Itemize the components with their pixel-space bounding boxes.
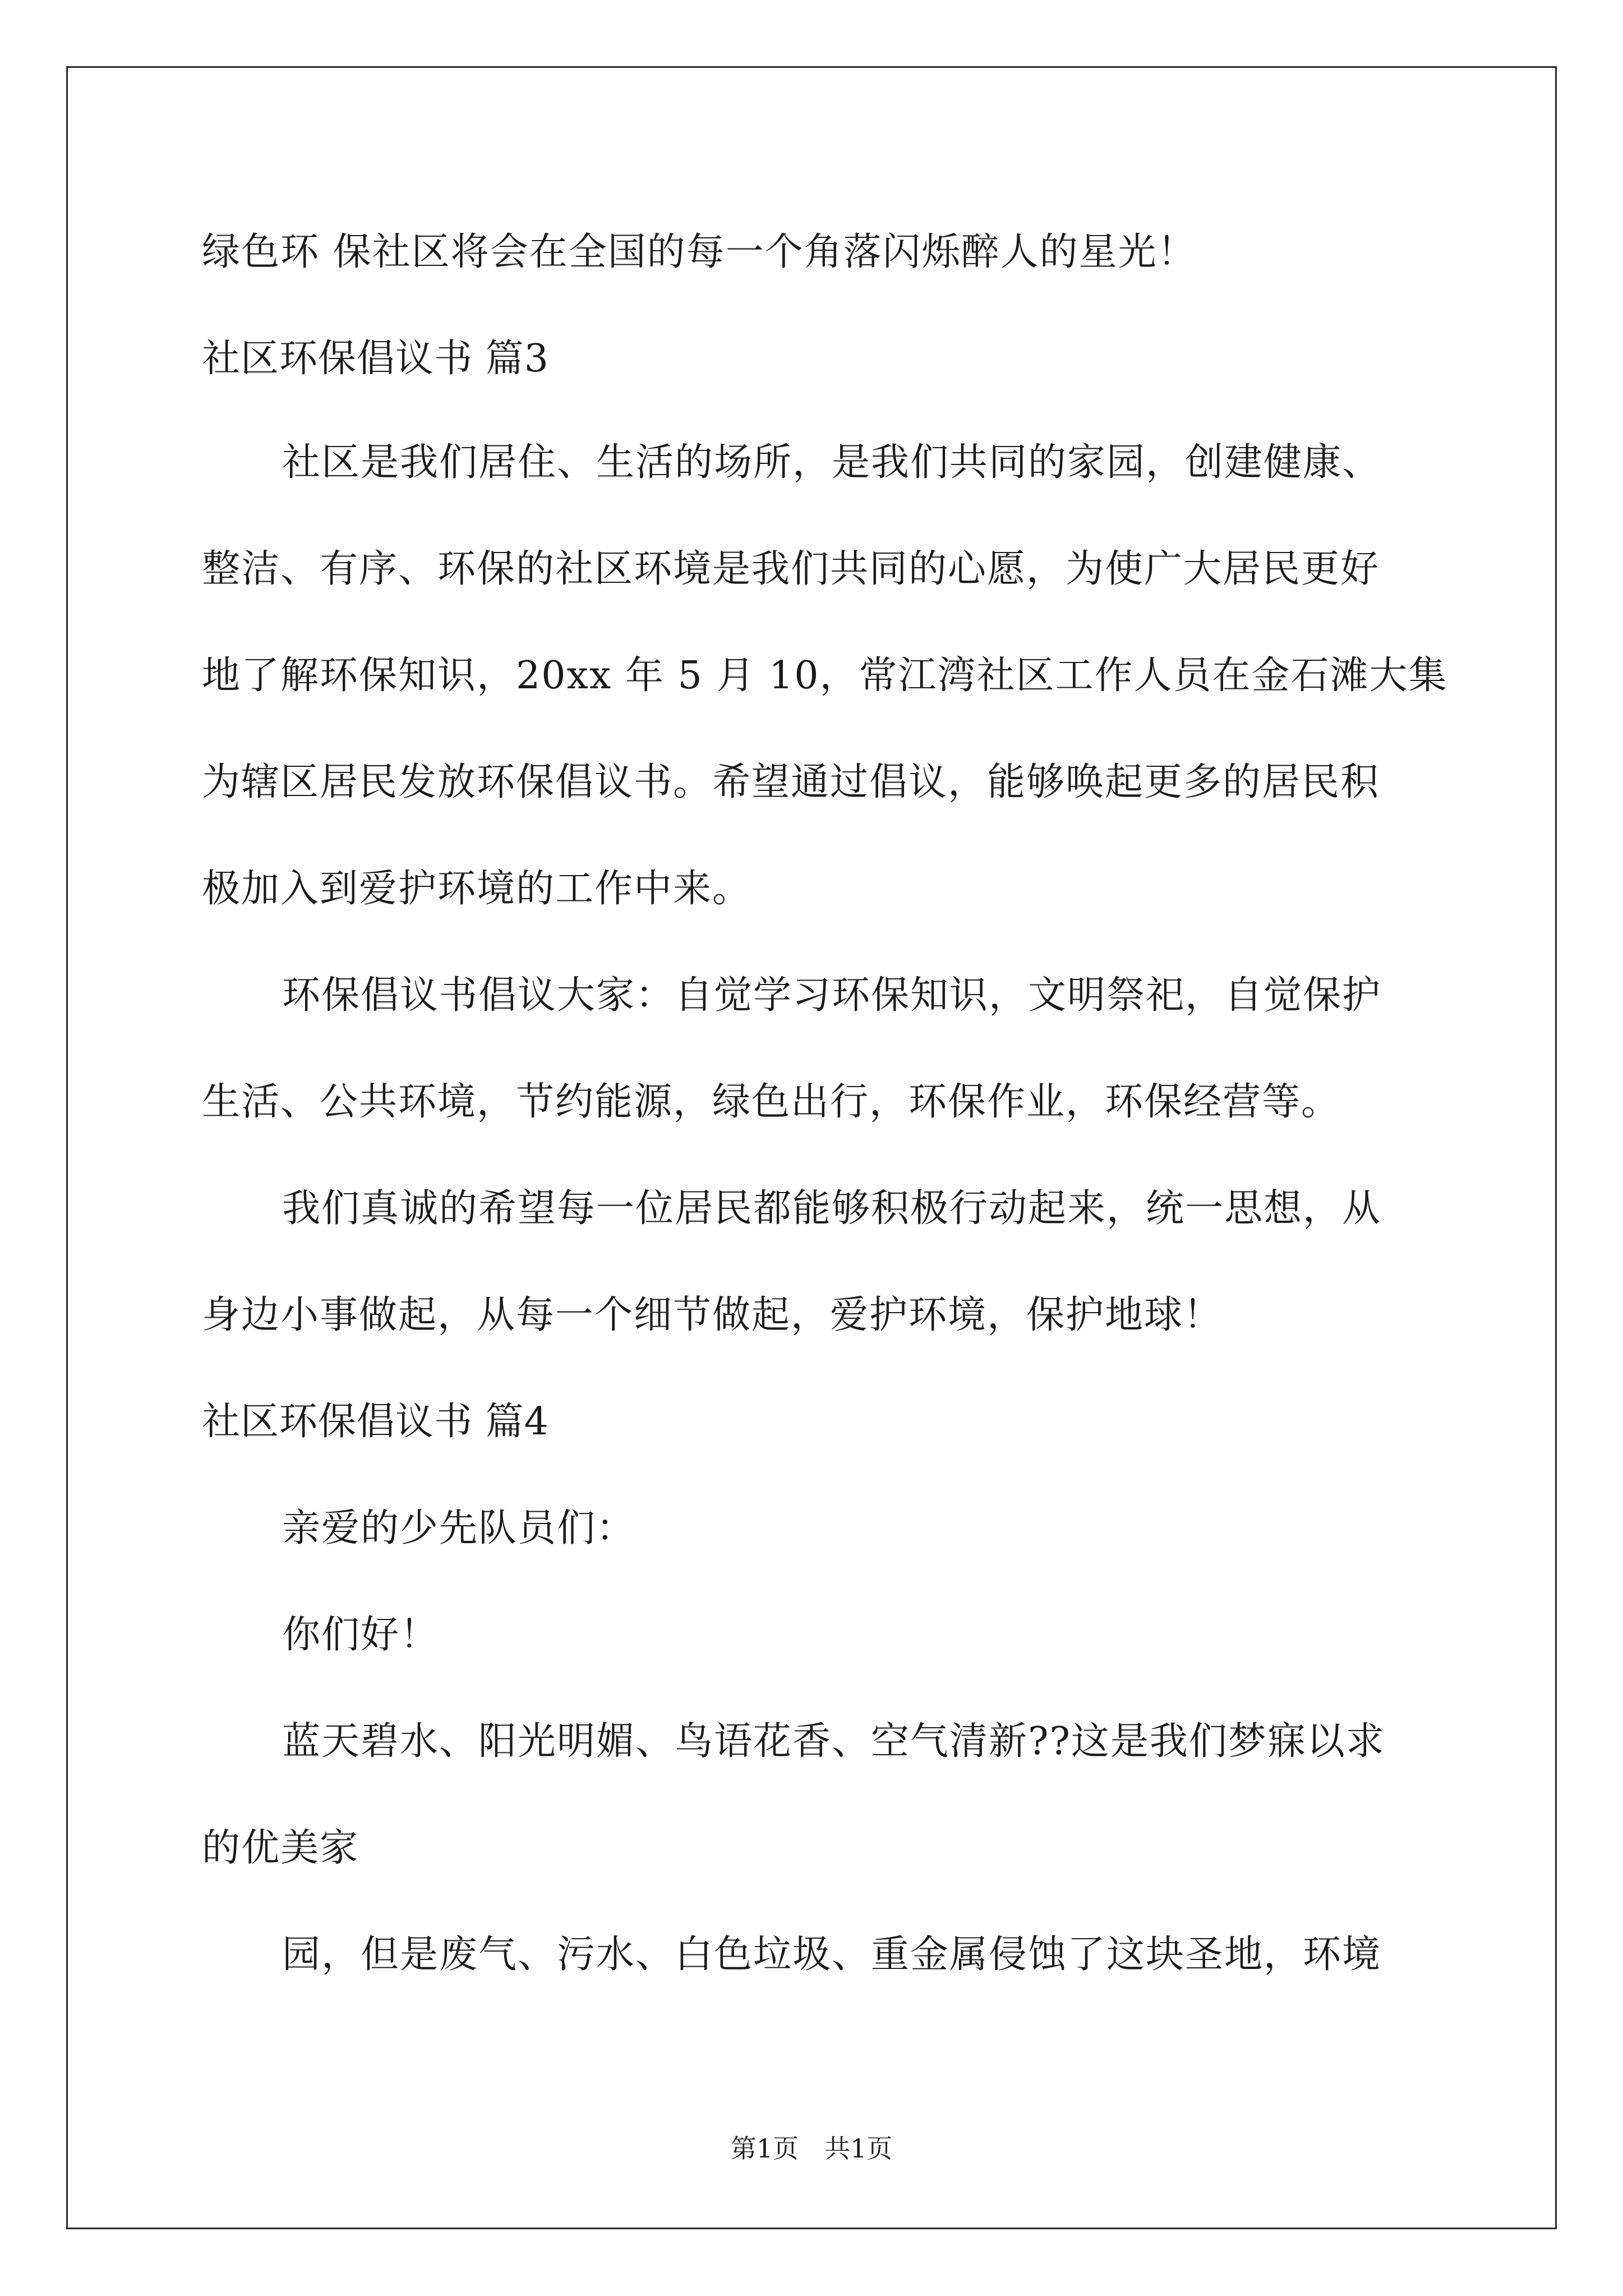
paragraph-line: 蓝天碧水、阳光明媚、鸟语花香、空气清新??这是我们梦寐以求 [282, 1719, 1385, 1764]
greeting-line: 亲爱的少先队员们： [282, 1506, 636, 1550]
paragraph-line: 为辖区居民发放环保倡议书。希望通过倡议，能够唤起更多的居民积 [202, 760, 1380, 804]
paragraph-line: 社区是我们居住、生活的场所，是我们共同的家园，创建健康、 [282, 440, 1382, 485]
page-number: 第1页 共1页 [730, 2133, 893, 2164]
page-border [66, 66, 1557, 2229]
paragraph-line: 的优美家 [202, 1826, 359, 1870]
greeting-line: 你们好！ [282, 1613, 440, 1657]
section-heading-4: 社区环保倡议书 篇4 [202, 1400, 549, 1444]
section-heading-3: 社区环保倡议书 篇3 [202, 337, 549, 381]
paragraph-line: 绿色环 保社区将会在全国的每一个角落闪烁醉人的星光！ [202, 230, 1197, 274]
paragraph-line: 极加入到爱护环境的工作中来。 [202, 867, 752, 911]
paragraph-line: 整洁、有序、环保的社区环境是我们共同的心愿，为使广大居民更好 [202, 547, 1380, 591]
paragraph-line: 园，但是废气、污水、白色垃圾、重金属侵蚀了这块圣地，环境 [282, 1932, 1382, 1977]
paragraph-line: 环保倡议书倡议大家：自觉学习环保知识，文明祭祀，自觉保护 [282, 973, 1382, 1018]
paragraph-line: 生活、公共环境，节约能源，绿色出行，环保作业，环保经营等。 [202, 1080, 1341, 1124]
paragraph-line: 身边小事做起，从每一个细节做起，爱护环境，保护地球！ [202, 1293, 1223, 1337]
paragraph-line: 我们真诚的希望每一位居民都能够积极行动起来，统一思想，从 [282, 1186, 1382, 1231]
paragraph-line: 地了解环保知识，20xx 年 5 月 10，常江湾社区工作人员在金石滩大集 [202, 654, 1448, 698]
